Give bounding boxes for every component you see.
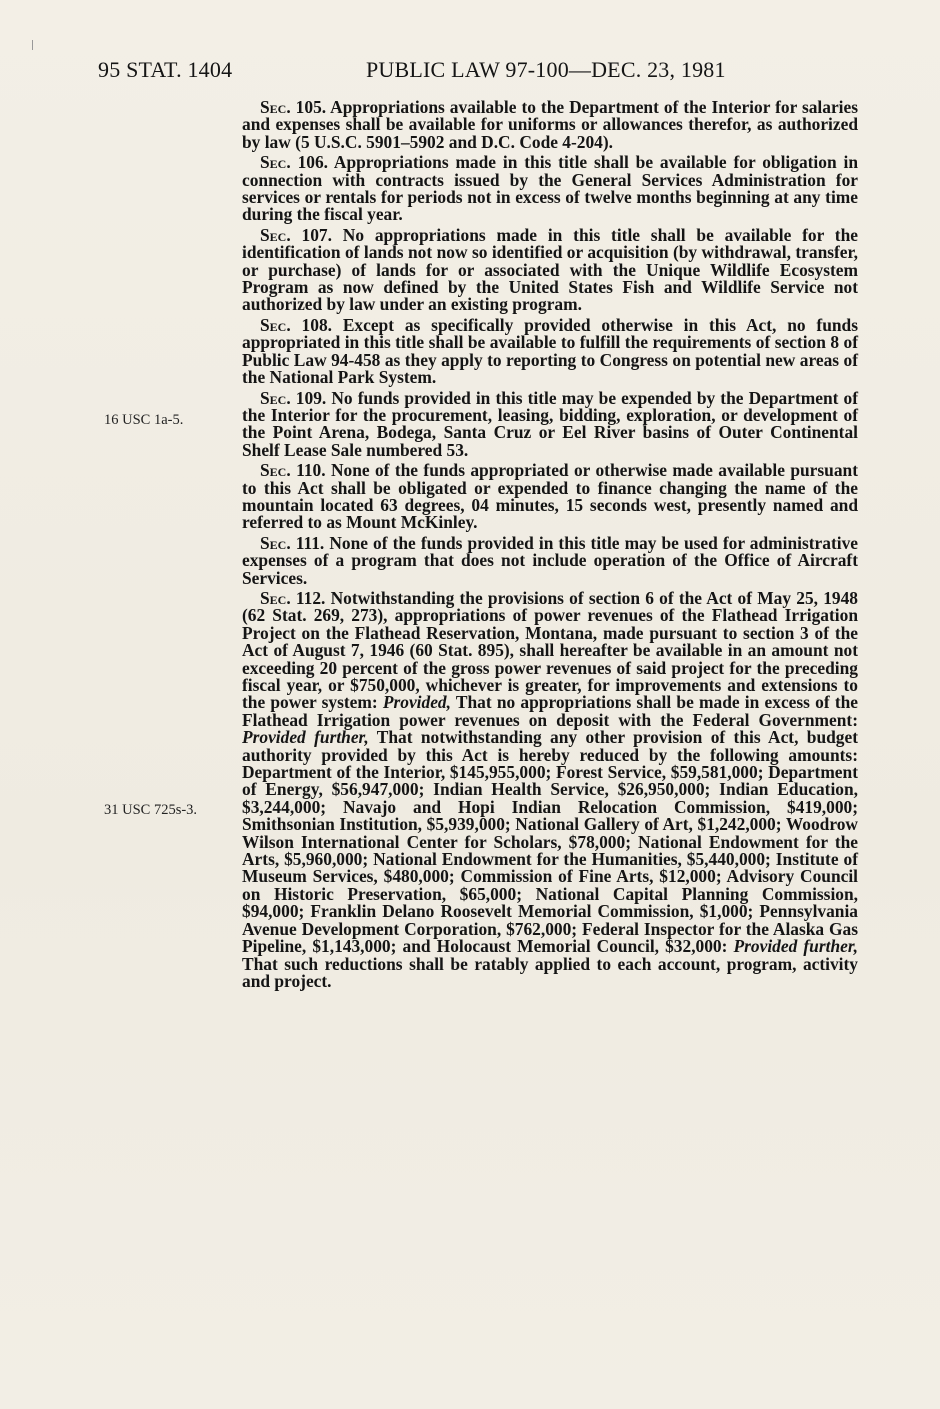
section-text: 106. Appropriations made in this title shall be available for obligation in connection with contracts issued by the General Services Administration for services or rentals for periods not in excess of twelve months beginning at any time during the fiscal year. (242, 152, 858, 225)
section-text: 109. No funds provided in this title may be expended by the Department of the Interior for the procurement, leasing, bidding, exploration, or development of the Point Arena, Bodega, Santa Cruz or Eel River basins of Outer Continental Shelf Lease Sale numbered 53. (242, 387, 858, 460)
section-label: Sec. (260, 152, 291, 173)
section-111 (242, 532, 858, 588)
section-text-part-1: 112. Notwithstanding the provisions of section 6 of the Act of May 25, 1948 (62 Stat. 269, 273), appropriations of power revenues of the Flathead Irrigation Project on the Flathead Reservation, Montana, made pursuant to section 3 of the Act of August 7, 1946 (60 Stat. 895), shall hereafter be available in an amount not exceeding 20 percent of the gross power revenues of said project for the preceding fiscal year, or $750,000, whichever is greater, for improvements and extensions to the power system: (242, 587, 858, 713)
section-label: Sec. (260, 97, 291, 117)
section-105 (242, 99, 858, 151)
scan-edge-mark (32, 40, 33, 50)
proviso-provided-further-2: Provided further, (733, 936, 858, 957)
statute-page-reference: 95 STAT. 1404 (98, 57, 233, 82)
section-text: 110. None of the funds appropriated or otherwise made available pursuant to this Act shall be obligated or expended to finance changing the name of the mountain located 63 degrees, 04 minutes, 15 seconds west, presently named and referred to as Mount McKinley. (242, 460, 858, 533)
section-text: 107. No appropriations made in this title shall be available for the identification of lands not now so identified or acquisition (by withdrawal, transfer, or purchase) of lands for or associated with the Unique Wildlife Ecosystem Program as now defined by the United States Fish and Wildlife Service not authorized by law under an existing program. (242, 224, 858, 315)
public-law-header: PUBLIC LAW 97-100—DEC. 23, 1981 (366, 57, 726, 82)
margin-note-31-usc: 31 USC 725s-3. (104, 802, 198, 818)
proviso-provided-further: Provided further, (242, 727, 369, 748)
section-text: 108. Except as specifically provided otherwise in this Act, no funds appropriated in this title shall be available to fulfill the requirements of section 8 of Public Law 94-458 as they apply to reporting to Congress on potential new areas of the National Park System. (242, 314, 858, 388)
body-text (242, 99, 858, 993)
section-label: Sec. (260, 532, 291, 553)
section-text: 105. Appropriations available to the Department of the Interior for salaries and expenses shall be available for uniforms or allowances therefor, as authorized by law (5 U.S.C. 5901–5902 and D.C. Code 4-204). (242, 97, 858, 152)
section-text: 111. None of the funds provided in this title may be used for administrative expenses of a program that does not include operation of the Office of Aircraft Services. (242, 532, 858, 588)
section-label: Sec. (260, 224, 291, 245)
section-112 (242, 587, 859, 991)
section-label: Sec. (260, 387, 291, 408)
section-label: Sec. (260, 587, 291, 608)
proviso-provided: Provided, (382, 692, 451, 713)
section-text-part-3: That notwithstanding any other provision of this Act, budget authority provided by this Act is hereby reduced by the following amounts: Department of the Interior, $145,955,000; Forest Service, $59,581,000; Department of Energy, $56,947,000; Indian Health Service, $26,950,000; Indian Education, $3,244,000; Navajo and Hopi Indian Relocation Commission, $419,000; Smithsonian Institution, $5,939,000; National Gallery of Art, $1,242,000; Woodrow Wilson International Center for Scholars, $78,000; National Endowment for the Arts, $5,960,000; National Endowment for the Humanities, $5,440,000; Institute of Museum Services, $480,000; Commission of Fine Arts, $12,000; Advisory Council on Historic Preservation, $65,000; National Capital Planning Commission, $94,000; Franklin Delano Roosevelt Memorial Commission, $1,000; Pennsylvania Avenue Development Corporation, $762,000; Federal Inspector for the Alaska Gas Pipeline, $1,143,000; and Holocaust Memorial Council, $32,000: (242, 727, 859, 957)
section-label: Sec. (260, 314, 291, 335)
section-106 (242, 154, 858, 224)
section-text-part-2: That no appropriations shall be made in excess of the Flathead Irrigation power revenues on deposit with the Federal Government: (242, 692, 858, 730)
section-109 (242, 387, 858, 460)
section-text-part-4: That such reductions shall be ratably applied to each account, program, activity and project. (242, 953, 858, 991)
section-107 (242, 224, 858, 315)
section-108 (242, 314, 858, 388)
section-label: Sec. (260, 460, 291, 481)
margin-note-16-usc: 16 USC 1a-5. (104, 412, 184, 428)
section-110 (242, 462, 858, 532)
